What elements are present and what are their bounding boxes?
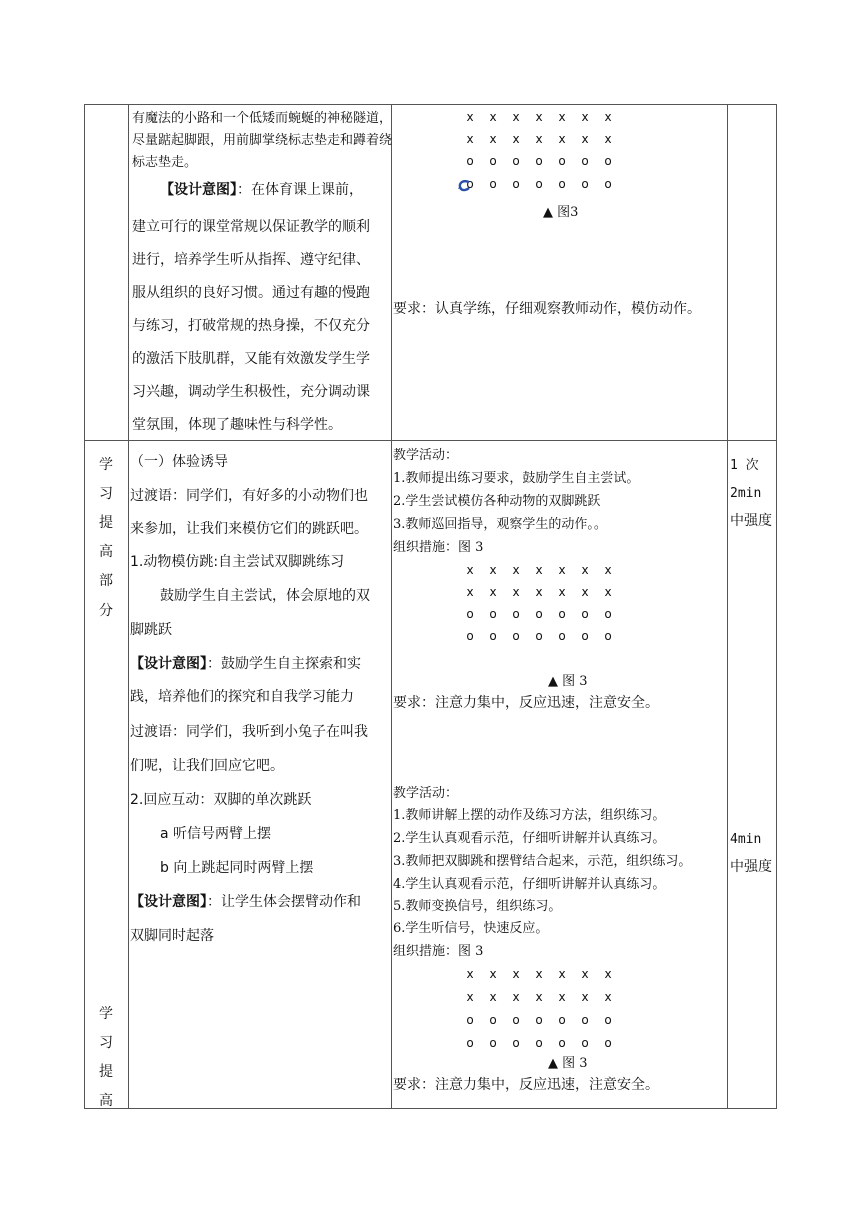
student-o-marker: o <box>558 629 566 643</box>
transition-line: 们呢，让我们回应它吧。 <box>130 758 284 774</box>
student-o-marker: o <box>489 629 497 643</box>
student-x-marker: x <box>535 563 543 577</box>
student-o-marker: o <box>581 1013 589 1027</box>
student-o-marker: o <box>535 1013 543 1027</box>
student-x-marker: x <box>558 990 566 1004</box>
student-x-marker: x <box>558 967 566 981</box>
student-x-marker: x <box>581 110 589 124</box>
design-intent-text: ：在体育课上课前， <box>237 182 363 198</box>
student-x-marker: x <box>466 132 474 146</box>
student-o-marker: o <box>604 1036 612 1050</box>
design-intent-text: ：让学生体会摆臂动作和 <box>207 894 361 910</box>
time-intensity: 中强度 <box>730 513 772 529</box>
activity-title: 教学活动： <box>393 448 459 463</box>
design-intent-line: 建立可行的课堂常规以保证教学的顺利 <box>132 219 370 235</box>
student-o-marker: o <box>466 629 474 643</box>
col-divider-3 <box>727 104 728 1109</box>
cont-line-1: 有魔法的小路和一个低矮而蜿蜒的神秘隧道， <box>132 111 393 126</box>
student-x-marker: x <box>581 563 589 577</box>
student-o-marker: o <box>466 154 474 168</box>
item-desc: 鼓励学生自主尝试，体会原地的双 <box>160 588 370 604</box>
col-divider-2 <box>391 104 392 1109</box>
student-x-marker: x <box>489 110 497 124</box>
student-x-marker: x <box>466 563 474 577</box>
requirement-text: 要求：注意力集中，反应迅速，注意安全。 <box>393 1077 659 1093</box>
student-x-marker: x <box>535 132 543 146</box>
item-response: 2.回应互动：双脚的单次跳跃 <box>130 792 312 808</box>
time-intensity: 中强度 <box>730 859 772 875</box>
section-label-char: 学 <box>99 457 113 473</box>
table-left-border <box>84 104 85 1109</box>
student-o-marker: o <box>489 1013 497 1027</box>
activity-line: 1.教师提出练习要求，鼓励学生自主尝试。 <box>393 471 640 486</box>
heading-experience: （一）体验诱导 <box>130 454 228 470</box>
student-o-marker: o <box>558 177 566 191</box>
student-x-marker: x <box>604 990 612 1004</box>
time-duration: 2min <box>730 486 762 501</box>
student-x-marker: x <box>581 990 589 1004</box>
student-x-marker: x <box>489 967 497 981</box>
student-o-marker: o <box>558 154 566 168</box>
student-o-marker: o <box>466 177 474 191</box>
design-intent-line: 堂氛围，体现了趣味性与科学性。 <box>132 417 342 433</box>
student-x-marker: x <box>558 563 566 577</box>
student-x-marker: x <box>489 585 497 599</box>
student-x-marker: x <box>535 990 543 1004</box>
design-intent-label: 【设计意图】 <box>130 656 207 672</box>
student-o-marker: o <box>581 1036 589 1050</box>
section-label-char: 提 <box>99 515 113 531</box>
student-x-marker: x <box>512 110 520 124</box>
design-intent-paragraph <box>130 657 361 671</box>
activity-line: 6.学生听信号，快速反应。 <box>393 921 549 936</box>
student-x-marker: x <box>512 990 520 1004</box>
section-label-char: 学 <box>99 1006 113 1022</box>
activity-title: 教学活动： <box>393 786 459 801</box>
table-top-border <box>84 104 777 105</box>
org-measure: 组织措施：图 3 <box>393 944 484 959</box>
figure-caption: ▲ 图3 <box>543 205 579 220</box>
student-o-marker: o <box>489 177 497 191</box>
student-x-marker: x <box>512 585 520 599</box>
student-o-marker: o <box>581 629 589 643</box>
student-o-marker: o <box>512 154 520 168</box>
design-intent-line: 与练习，打破常规的热身操，不仅充分 <box>132 318 370 334</box>
student-x-marker: x <box>604 132 612 146</box>
student-x-marker: x <box>581 967 589 981</box>
section-label-char: 习 <box>99 486 113 502</box>
student-x-marker: x <box>489 990 497 1004</box>
student-x-marker: x <box>558 132 566 146</box>
student-o-marker: o <box>535 629 543 643</box>
design-intent-line: 进行，培养学生听从指挥、遵守纪律、 <box>132 252 370 268</box>
student-o-marker: o <box>558 1036 566 1050</box>
design-intent-text: ：鼓励学生自主探索和实 <box>207 656 361 672</box>
section-label-char: 高 <box>99 544 113 560</box>
design-intent-line: 践，培养他们的探究和自我学习能力 <box>130 689 354 705</box>
student-o-marker: o <box>466 1036 474 1050</box>
design-intent-line: 的激活下肢肌群，又能有效激发学生学 <box>132 351 370 367</box>
design-intent-line: 双脚同时起落 <box>130 928 214 944</box>
table-right-border <box>776 104 777 1109</box>
student-o-marker: o <box>489 607 497 621</box>
student-o-marker: o <box>604 177 612 191</box>
design-intent-paragraph <box>130 895 361 909</box>
student-x-marker: x <box>558 585 566 599</box>
student-o-marker: o <box>558 1013 566 1027</box>
student-o-marker: o <box>535 154 543 168</box>
student-o-marker: o <box>535 177 543 191</box>
section-label-char: 提 <box>99 1064 113 1080</box>
student-x-marker: x <box>535 110 543 124</box>
student-o-marker: o <box>489 1036 497 1050</box>
student-o-marker: o <box>604 629 612 643</box>
transition-line: 过渡语：同学们，我听到小兔子在叫我 <box>130 724 368 740</box>
student-o-marker: o <box>512 607 520 621</box>
student-x-marker: x <box>604 563 612 577</box>
student-o-marker: o <box>535 607 543 621</box>
student-x-marker: x <box>489 132 497 146</box>
student-x-marker: x <box>512 563 520 577</box>
activity-line: 3.教师把双脚跳和摆臂结合起来，示范，组织练习。 <box>393 854 692 869</box>
student-o-marker: o <box>466 607 474 621</box>
student-o-marker: o <box>604 607 612 621</box>
student-o-marker: o <box>512 177 520 191</box>
item-sub-b: b 向上跳起同时两臂上摆 <box>160 860 314 876</box>
student-x-marker: x <box>512 132 520 146</box>
section-label-char: 分 <box>99 603 113 619</box>
activity-line: 4.学生认真观看示范，仔细听讲解并认真练习。 <box>393 877 666 892</box>
student-o-marker: o <box>581 177 589 191</box>
transition-line: 来参加，让我们来模仿它们的跳跃吧。 <box>130 521 368 537</box>
student-x-marker: x <box>466 990 474 1004</box>
student-x-marker: x <box>512 967 520 981</box>
student-o-marker: o <box>581 154 589 168</box>
student-x-marker: x <box>535 585 543 599</box>
transition-line: 过渡语：同学们，有好多的小动物们也 <box>130 488 368 504</box>
design-intent-label: 【设计意图】 <box>160 182 237 198</box>
student-x-marker: x <box>581 132 589 146</box>
figure-caption: ▲ 图 3 <box>548 1056 588 1071</box>
time-count: 1 次 <box>730 458 759 473</box>
student-x-marker: x <box>466 585 474 599</box>
activity-line: 2.学生认真观看示范，仔细听讲解并认真练习。 <box>393 831 666 846</box>
student-o-marker: o <box>604 154 612 168</box>
student-o-marker: o <box>512 629 520 643</box>
student-x-marker: x <box>558 110 566 124</box>
student-x-marker: x <box>581 585 589 599</box>
section-label-char: 部 <box>99 573 113 589</box>
student-o-marker: o <box>535 1036 543 1050</box>
requirement-text: 要求：注意力集中，反应迅速，注意安全。 <box>393 695 659 711</box>
student-x-marker: x <box>489 563 497 577</box>
student-o-marker: o <box>512 1036 520 1050</box>
org-measure: 组织措施：图 3 <box>393 540 484 555</box>
student-o-marker: o <box>558 607 566 621</box>
cont-line-3: 标志垫走。 <box>132 155 198 170</box>
design-intent-label: 【设计意图】 <box>130 894 207 910</box>
time-duration: 4min <box>730 832 762 847</box>
col-divider-1 <box>128 104 129 1109</box>
activity-line: 2.学生尝试模仿各种动物的双脚跳跃 <box>393 494 601 509</box>
item-sub-a: a 听信号两臂上摆 <box>160 826 272 842</box>
item-animal-jump: 1.动物模仿跳:自主尝试双脚跳练习 <box>130 554 345 570</box>
activity-line: 1.教师讲解上摆的动作及练习方法，组织练习。 <box>393 808 666 823</box>
student-o-marker: o <box>466 1013 474 1027</box>
student-x-marker: x <box>466 110 474 124</box>
cont-line-2: 尽量踮起脚跟，用前脚掌绕标志垫走和蹲着绕 <box>132 133 393 148</box>
figure-caption: ▲ 图 3 <box>548 674 588 689</box>
row-divider <box>84 440 777 441</box>
teacher-marker-icon <box>457 177 471 189</box>
item-desc: 脚跳跃 <box>130 622 172 638</box>
student-x-marker: x <box>604 585 612 599</box>
student-o-marker: o <box>512 1013 520 1027</box>
design-intent-paragraph <box>160 183 363 197</box>
activity-line: 3.教师巡回指导，观察学生的动作。。 <box>393 517 607 532</box>
student-x-marker: x <box>604 110 612 124</box>
student-x-marker: x <box>604 967 612 981</box>
requirement-text: 要求：认真学练，仔细观察教师动作，模仿动作。 <box>393 301 701 317</box>
student-o-marker: o <box>604 1013 612 1027</box>
student-x-marker: x <box>466 967 474 981</box>
section-label-char: 高 <box>99 1093 113 1109</box>
student-o-marker: o <box>581 607 589 621</box>
student-x-marker: x <box>535 967 543 981</box>
table-bottom-border <box>84 1108 777 1109</box>
activity-line: 5.教师变换信号，组织练习。 <box>393 899 562 914</box>
design-intent-line: 服从组织的良好习惯。通过有趣的慢跑 <box>132 285 370 301</box>
section-label-char: 习 <box>99 1035 113 1051</box>
design-intent-line: 习兴趣，调动学生积极性，充分调动课 <box>132 384 370 400</box>
student-o-marker: o <box>489 154 497 168</box>
